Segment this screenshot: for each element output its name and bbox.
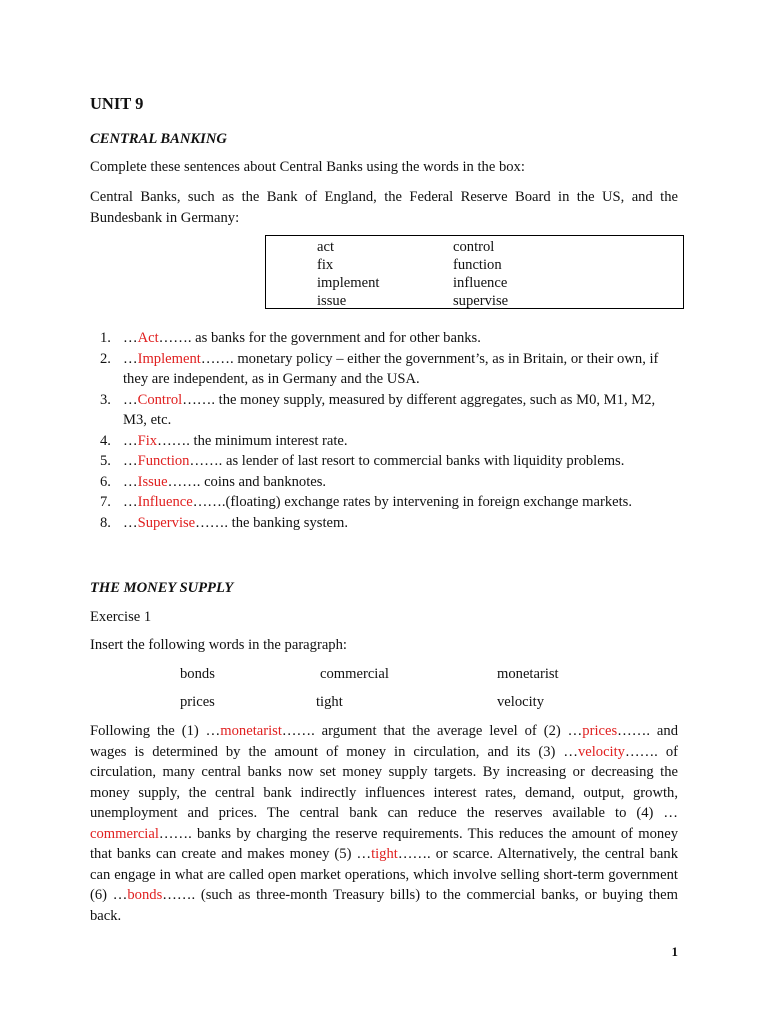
list-item: 2. …Implement……. monetary policy – either the government’s, as in Britain, or their own, if they are independent, as in Germany and the USA. [100, 350, 659, 387]
word-list-item: velocity [497, 694, 545, 710]
answer-word: Influence [137, 494, 193, 510]
list-item: 3. …Control……. the money supply, measured by different aggregates, such as M0, M1, M2, M3, etc. [100, 391, 656, 428]
list-item: 7. …Influence…….(floating) exchange rates by intervening in foreign exchange markets. [100, 494, 632, 510]
instruction-text: Insert the following words in the paragraph: [90, 637, 347, 653]
list-item: 6. …Issue……. coins and banknotes. [100, 473, 327, 490]
word-list-item: prices [180, 694, 215, 710]
answer-word: Implement [137, 350, 201, 367]
word-box-word: act [317, 239, 335, 255]
word-box-column-1 [317, 238, 379, 310]
word-box-word: fix [317, 257, 334, 273]
instruction-text: Complete these sentences about Central Banks using the words in the box: [90, 159, 525, 175]
answer-word: monetarist [220, 723, 282, 739]
word-box-word: function [453, 257, 502, 273]
answer-word: velocity [577, 743, 625, 760]
section-heading-central-banking: CENTRAL BANKING [90, 131, 227, 147]
word-box-word: supervise [453, 293, 509, 309]
word-box-word: influence [453, 275, 508, 291]
intro-paragraph: Central Banks, such as the Bank of England, the Federal Reserve Board in the US, and the Bundesbank in Germany: [90, 189, 678, 226]
word-box-word: implement [317, 275, 380, 291]
word-box-word: issue [317, 293, 347, 309]
central-bank-functions-list [90, 328, 678, 533]
exercise-label: Exercise 1 [90, 609, 152, 625]
word-list-item: monetarist [497, 666, 559, 682]
page-number: 1 [671, 944, 678, 959]
word-box-column-2 [453, 238, 508, 310]
list-item: 8. …Supervise……. the banking system. [100, 514, 348, 531]
answer-word: Fix [137, 432, 158, 449]
answer-word: Act [137, 330, 159, 346]
money-supply-paragraph: Following the (1) …monetarist……. argument that the average level of (2) …prices……. and wages is determined by the amount of money in circulation, and its (3) …velocity……. of circulation, many central banks now set money supply targets. By increasing or decreasing the money supply, the central bank indirectly influences interest rates, demand, output, growth, unemployment and prices. The central bank can reduce the reserves available to (4) …commercial……. banks by charging the reserve requirements. This reduces the amount of money that banks can create and makes money (5) …tight……. or scarce. Alternatively, the central bank can engage in what are called open market operations, which involve selling short-term government (6) …bonds……. (such as three-month Treasury bills) to the commercial banks, or buying them back. [90, 723, 678, 924]
word-box [265, 235, 684, 309]
word-box-word: control [453, 239, 495, 255]
answer-word: Function [137, 453, 190, 469]
answer-word: tight [371, 846, 398, 862]
answer-word: Issue [137, 473, 168, 490]
word-list-item: tight [316, 694, 343, 710]
list-item: 1. …Act……. as banks for the government and for other banks. [100, 330, 481, 346]
section-heading-money-supply: THE MONEY SUPPLY [90, 580, 234, 596]
answer-word: bonds [127, 887, 163, 903]
list-item: 4. …Fix……. the minimum interest rate. [100, 432, 348, 449]
word-list-item: commercial [320, 666, 389, 682]
answer-word: Supervise [137, 514, 196, 531]
answer-word: Control [137, 391, 183, 408]
unit-title: UNIT 9 [90, 94, 144, 113]
list-item: 5. …Function……. as lender of last resort to commercial banks with liquidity problems. [100, 453, 625, 469]
word-list-item: bonds [180, 666, 215, 682]
answer-word: prices [582, 723, 618, 739]
answer-word: commercial [90, 825, 159, 842]
